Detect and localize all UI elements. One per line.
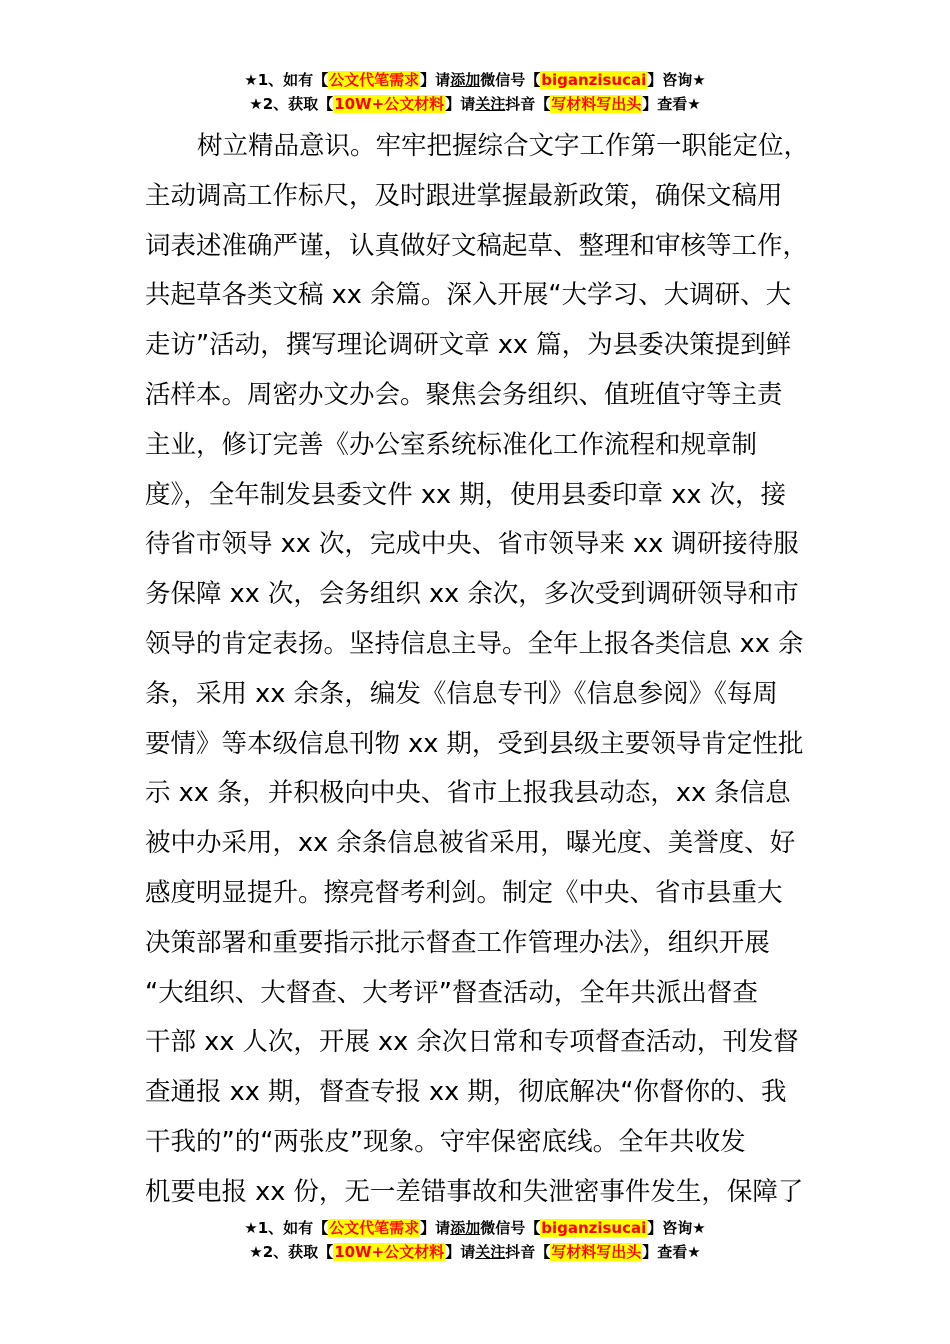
banner-text: ★2、获取【 (249, 95, 334, 113)
banner-underlined-text: 添加 (450, 71, 481, 89)
banner-text: 微信号【 (480, 1219, 541, 1237)
body-line: 干我的”的“两张皮”现象。守牢保密底线。全年共收发 (145, 1126, 746, 1157)
body-line: 共起草各类文稿 xx 余篇。深入开展“大学习、大调研、大 (145, 280, 792, 311)
banner-text: 微信号【 (480, 71, 541, 89)
banner-highlight: biganzisucai (541, 1219, 647, 1237)
banner-text: 】请 (420, 71, 451, 89)
body-line: 被中办采用，xx 余条信息被省采用，曝光度、美誉度、好 (145, 828, 796, 859)
banner-text: ★2、获取【 (249, 1243, 334, 1261)
banner-underlined-text: 关注 (475, 95, 506, 113)
document-body (145, 122, 810, 1218)
body-line: 待省市领导 xx 次，完成中央、省市领导来 xx 调研接待服 (145, 529, 799, 560)
header-banner (0, 68, 950, 116)
banner-text: 】请 (420, 1219, 451, 1237)
banner-text: ★1、如有【 (244, 1219, 329, 1237)
banner-text: 】查看★ (642, 1243, 701, 1261)
banner-highlight: 写材料写出头 (551, 1243, 642, 1261)
body-line: 活样本。周密办文办会。聚焦会务组织、值班值守等主责 (145, 379, 783, 410)
banner-line-2 (0, 1240, 950, 1264)
body-line: 词表述准确严谨，认真做好文稿起草、整理和审核等工作， (145, 230, 809, 261)
banner-text: 】请 (445, 1243, 476, 1261)
banner-text: 】请 (445, 95, 476, 113)
banner-text: 】查看★ (642, 95, 701, 113)
banner-underlined-text: 添加 (450, 1219, 481, 1237)
body-line: 要情》等本级信息刊物 xx 期，受到县级主要领导肯定性批 (145, 728, 804, 759)
body-line: “大组织、大督查、大考评”督查活动，全年共派出督查 (145, 977, 758, 1008)
banner-highlight: 10W+公文材料 (334, 95, 445, 113)
banner-underlined-text: 关注 (475, 1243, 506, 1261)
banner-text: 】咨询★ (647, 71, 706, 89)
banner-highlight: 写材料写出头 (551, 95, 642, 113)
banner-text: 抖音【 (505, 1243, 551, 1261)
banner-text: 】咨询★ (647, 1219, 706, 1237)
banner-highlight: 10W+公文材料 (334, 1243, 445, 1261)
body-line: 务保障 xx 次，会务组织 xx 余次，多次受到调研领导和市 (145, 579, 799, 610)
banner-highlight: 公文代笔需求 (329, 1219, 420, 1237)
banner-line-1 (0, 1216, 950, 1240)
body-line: 走访”活动，撰写理论调研文章 xx 篇，为县委决策提到鲜 (145, 330, 792, 361)
body-line: 决策部署和重要指示批示督查工作管理办法》，组织开展 (145, 927, 770, 958)
banner-highlight: 公文代笔需求 (329, 71, 420, 89)
body-line: 主动调高工作标尺，及时跟进掌握最新政策，确保文稿用 (145, 180, 783, 211)
body-line: 示 xx 条，并积极向中央、省市上报我县动态，xx 条信息 (145, 778, 791, 809)
banner-highlight: biganzisucai (541, 71, 647, 89)
banner-text: 抖音【 (505, 95, 551, 113)
body-line: 干部 xx 人次，开展 xx 余次日常和专项督查活动，刊发督 (145, 1027, 799, 1058)
banner-line-1 (0, 68, 950, 92)
footer-banner (0, 1216, 950, 1264)
body-line: 领导的肯定表扬。坚持信息主导。全年上报各类信息 xx 余 (145, 628, 804, 659)
body-line: 树立精品意识。牢牢把握综合文字工作第一职能定位， (197, 131, 810, 161)
body-line: 查通报 xx 期，督查专报 xx 期，彻底解决“你督你的、我 (145, 1077, 787, 1108)
body-line: 度》，全年制发县委文件 xx 期，使用县委印章 xx 次，接 (145, 479, 787, 510)
body-line: 感度明显提升。擦亮督考利剑。制定《中央、省市县重大 (145, 877, 783, 908)
banner-line-2 (0, 92, 950, 116)
body-line: 机要电报 xx 份，无一差错事故和失泄密事件发生，保障了 (145, 1176, 804, 1207)
body-line: 主业，修订完善《办公室系统标准化工作流程和规章制 (145, 429, 758, 460)
banner-text: ★1、如有【 (244, 71, 329, 89)
body-line: 条，采用 xx 余条，编发《信息专刊》《信息参阅》《每周 (145, 678, 778, 709)
